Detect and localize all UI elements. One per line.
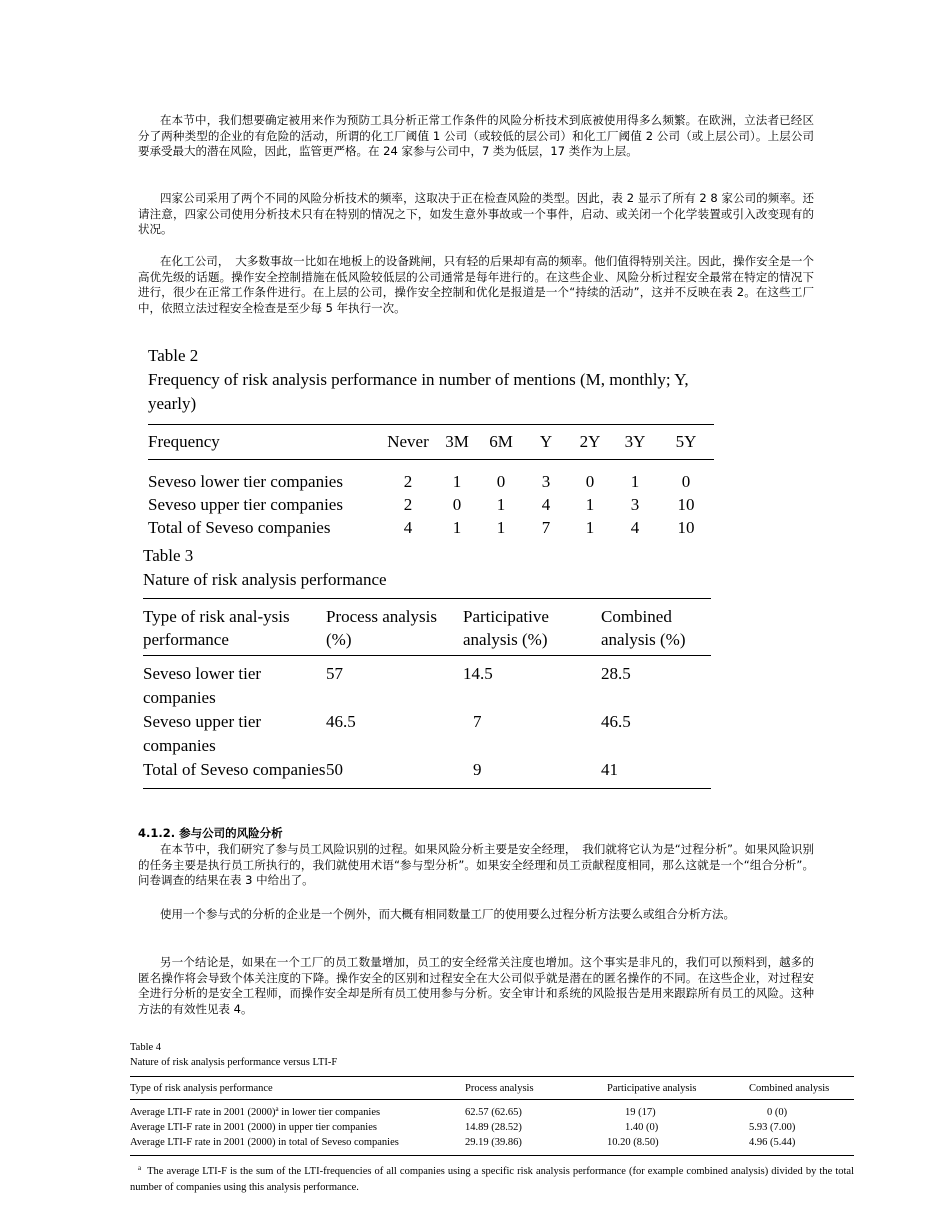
paragraph-1: 在本节中，我们想要确定被用来作为预防工具分析正常工作条件的风险分析技术到底被使用得多么频繁。在欧洲，立法者已经区分了两种类型的企业的有危险的活动，所谓的化工厂阈值 1 公司（或较低的层公司）和化工厂阈值 2 公司（或上层公司）。上层公司要承受最大的潜在风险，因此，监管更严格。在 24 家参与公司中，7 类为低层，17 类作为上层。 — [138, 113, 814, 159]
table-header-row — [143, 599, 711, 656]
table-cell: 10 — [677, 517, 695, 537]
table-cell: Total of Seveso companies — [148, 517, 331, 537]
table-cell: 1 — [452, 471, 462, 491]
table-cell: 0 — [681, 471, 691, 491]
paragraph-6: 另一个结论是，如果在一个工厂的员工数量增加，员工的安全经常关注度也增加。这个事实是非凡的，我们可以预料到，越多的匿名操作将会导致个体关注度的下降。操作安全的区别和过程安全在大公司似乎就是潜在的匿名操作的不同。在这些企业，对过程安全进行分析的是安全工程师，而操作安全却是所有员工使用参与分析。安全审计和系统的风险报告是用来跟踪所有员工的风险。这种方法的有效性见表 4。 — [138, 955, 814, 1016]
table-cell: Seveso upper tier companies — [143, 712, 262, 755]
table-cell: 4 — [630, 517, 640, 537]
table-cell: Seveso upper tier companies — [148, 494, 343, 514]
table-header-cell: Type of risk anal-ysis performance — [143, 599, 326, 656]
table-row — [143, 656, 711, 711]
table-3-grid — [143, 598, 711, 789]
table-cell: 28.5 — [601, 664, 631, 683]
table-cell: 7 — [473, 712, 482, 731]
table-header-cell: Combined analysis (%) — [601, 599, 711, 656]
table-cell: 0 (0) — [767, 1107, 788, 1118]
table-4-footnote — [130, 1164, 854, 1196]
table-row — [148, 493, 714, 516]
table-cell: 19 (17) — [625, 1107, 656, 1118]
table-4 — [130, 1040, 854, 1196]
table-cell: 1 — [496, 517, 506, 537]
table-row — [143, 710, 711, 758]
table-cell: 4 — [403, 517, 413, 537]
section-heading: 4.1.2. 参与公司的风险分析 — [138, 826, 283, 840]
table-cell: 1 — [585, 517, 595, 537]
table-cell: 1 — [630, 471, 640, 491]
table-cell: 2 — [403, 471, 413, 491]
table-cell: 41 — [601, 758, 711, 789]
footnote-text: The average LTI-F is the sum of the LTI-frequencies of all companies using a specific risk analysis performance (for example combined analysis) divided by the total number of companies using this analysis performance. — [130, 1166, 854, 1193]
row-label: Average LTI-F rate in 2001 (2000) — [130, 1107, 276, 1118]
table-header-cell: Process analysis (%) — [326, 599, 463, 656]
table-row — [130, 1100, 854, 1121]
table-cell: 62.57 (62.65) — [465, 1107, 522, 1118]
table-cell: 1 — [452, 517, 462, 537]
table-header-cell: Never — [380, 425, 436, 460]
table-cell: 10 — [677, 494, 695, 514]
table-cell: Total of Seveso companies — [143, 758, 326, 789]
table-cell: 4 — [541, 494, 551, 514]
table-cell: Average LTI-F rate in 2001 (2000) in upper tier companies — [130, 1122, 377, 1133]
table-cell: 57 — [326, 664, 343, 683]
paragraph-5: 使用一个参与式的分析的企业是一个例外，而大概有相同数量工厂的使用要么过程分析方法要么或组合分析方法。 — [160, 907, 735, 921]
table-header-cell: Type of risk analysis performance — [130, 1077, 465, 1100]
table-3-title: Nature of risk analysis performance — [143, 570, 387, 589]
table-cell: 1 — [496, 494, 506, 514]
table-cell: 7 — [541, 517, 551, 537]
table-header-cell: Participative analysis (%) — [463, 599, 601, 656]
paragraph-4: 在本节中，我们研究了参与员工风险识别的过程。如果风险分析主要是安全经理， 我们就将它认为是“过程分析”。如果风险识别的任务主要是执行员工所执行的，我们就使用术语“参与型分析”。如果安全经理和员工贡献程度相同，那么这就是一个“组合分析”。问卷调查的结果在表 3 中给出了。 — [138, 842, 814, 888]
table-cell: 2 — [403, 494, 413, 514]
table-cell: 1.40 (0) — [625, 1122, 659, 1133]
table-cell: 46.5 — [326, 712, 356, 731]
table-4-title: Nature of risk analysis performance versus LTI-F — [130, 1057, 338, 1068]
table-cell: 1 — [585, 494, 595, 514]
table-cell: 5.93 (7.00) — [749, 1122, 796, 1133]
row-label-suffix: in lower tier companies — [278, 1107, 381, 1118]
table-header-cell: Process analysis — [465, 1077, 607, 1100]
table-cell: 0 — [496, 471, 506, 491]
table-row — [130, 1120, 854, 1135]
paragraph-3: 在化工公司， 大多数事故一比如在地板上的设备跳闸，只有轻的后果却有高的频率。他们值得特别关注。因此，操作安全是一个高优先级的话题。操作安全控制措施在低风险较低层的公司通常是每年进行的。在这些企业、风险分析过程安全最常在特定的情况下进行，很少在正常工作条件进行。在上层的公司，操作安全控制和优化是报道是一个“持续的活动”，这并不反映在表 2。在这些工厂中，依照立法过程安全检查是至少每 5 年执行一次。 — [138, 254, 814, 315]
table-cell: 9 — [463, 758, 601, 789]
table-cell: 4.96 (5.44) — [749, 1135, 854, 1156]
table-row — [148, 516, 714, 539]
table-header-cell: 2Y — [568, 425, 612, 460]
table-header-cell: Participative analysis — [607, 1077, 749, 1100]
table-header-cell: 3M — [436, 425, 478, 460]
table-cell: 3 — [541, 471, 551, 491]
footnote-mark: a — [138, 1164, 142, 1172]
table-header-cell: 5Y — [658, 425, 714, 460]
table-row — [143, 758, 711, 789]
table-header-row — [148, 425, 714, 460]
table-2 — [148, 344, 714, 539]
table-cell: 0 — [585, 471, 595, 491]
table-header-cell: 3Y — [612, 425, 658, 460]
table-cell: 10.20 (8.50) — [607, 1135, 749, 1156]
table-4-label: Table 4 — [130, 1042, 162, 1053]
table-3 — [143, 544, 711, 789]
footnote-ref: a — [275, 1105, 279, 1113]
table-2-grid — [148, 424, 714, 539]
paragraph-2: 四家公司采用了两个不同的风险分析技术的频率，这取决于正在检查风险的类型。因此，表 2 显示了所有 2 8 家公司的频率。还请注意，四家公司使用分析技术只有在特别的情况之下，如发生意外事故或一个事件，启动、或关闭一个化学装置或引入改变现有的状况。 — [138, 191, 814, 237]
table-cell: 46.5 — [601, 712, 631, 731]
table-3-label: Table 3 — [143, 546, 194, 565]
table-header-cell: Combined analysis — [749, 1077, 854, 1100]
table-cell: Average LTI-F rate in 2001 (2000) in total of Seveso companies — [130, 1135, 465, 1156]
table-row — [148, 460, 714, 494]
table-4-grid — [130, 1076, 854, 1156]
table-cell: Seveso lower tier companies — [148, 471, 343, 491]
table-cell — [130, 1100, 465, 1121]
table-cell: 3 — [630, 494, 640, 514]
table-cell: 14.5 — [463, 664, 493, 683]
table-header-row — [130, 1077, 854, 1100]
table-header-cell: 6M — [478, 425, 524, 460]
table-cell: Seveso lower tier companies — [143, 664, 262, 707]
table-header-cell: Y — [524, 425, 568, 460]
table-cell: 14.89 (28.52) — [465, 1122, 522, 1133]
table-cell: 29.19 (39.86) — [465, 1135, 607, 1156]
table-2-label: Table 2 — [148, 346, 199, 365]
table-header-cell: Frequency — [148, 425, 380, 460]
table-2-title: Frequency of risk analysis performance in number of mentions (M, monthly; Y, yearly) — [148, 370, 689, 413]
table-row — [130, 1135, 854, 1156]
table-cell: 50 — [326, 758, 463, 789]
table-cell: 0 — [452, 494, 462, 514]
